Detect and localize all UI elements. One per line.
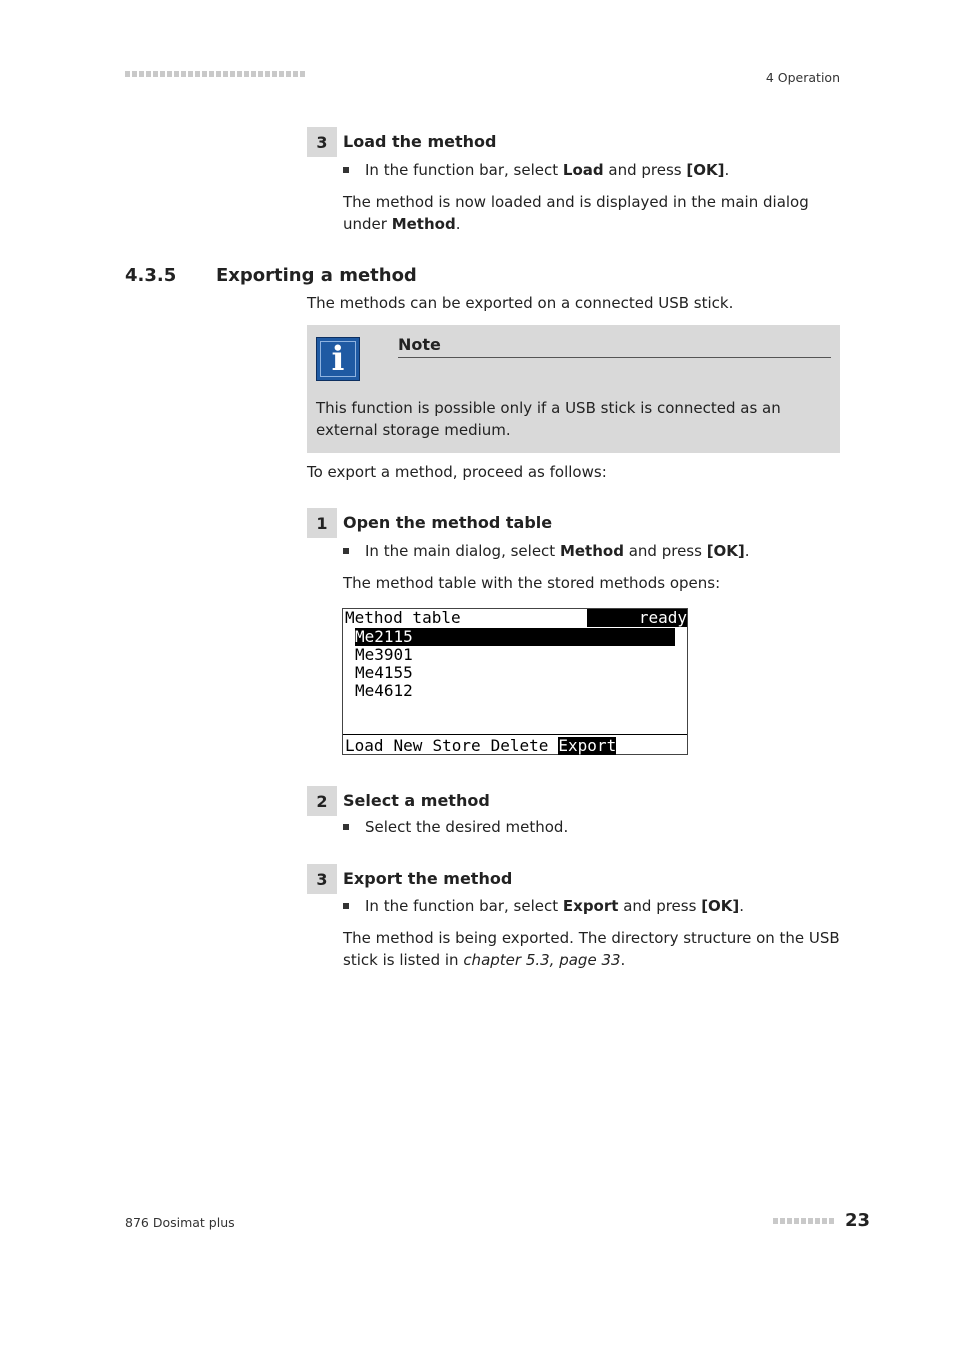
function-load[interactable]: Load [345, 736, 384, 755]
decor-square [160, 71, 165, 77]
method-list-item[interactable]: Me4612 [355, 681, 413, 700]
step-result: The method table with the stored methods opens: [343, 574, 721, 592]
decor-square [167, 71, 172, 77]
decor-square [773, 1218, 778, 1224]
step-result: The method is now loaded and is displayed in the main dialog under Method. [343, 193, 809, 233]
step-number: 2 [307, 786, 337, 816]
footer-decoration [773, 1218, 834, 1224]
method-list-item[interactable]: Me4155 [355, 663, 413, 682]
function-delete[interactable]: Delete [490, 736, 549, 755]
decor-square [293, 71, 298, 77]
bullet-icon [343, 824, 349, 830]
decor-square [202, 71, 207, 77]
proceed-text: To export a method, proceed as follows: [307, 463, 607, 481]
decor-square [216, 71, 221, 77]
section-number: 4.3.5 [125, 265, 177, 286]
lcd-title: Method table [345, 608, 461, 627]
step-title: Export the method [343, 869, 513, 888]
bullet-icon [343, 903, 349, 909]
decor-square [272, 71, 277, 77]
bullet-text: In the function bar, select Export and press [OK]. [365, 897, 745, 915]
decor-square [132, 71, 137, 77]
header-chapter: 4 Operation [765, 70, 840, 85]
note-box [307, 325, 840, 453]
step-bullet [343, 897, 744, 915]
decor-square [181, 71, 186, 77]
header-decoration [125, 71, 305, 77]
step-number: 1 [307, 508, 337, 538]
decor-square [801, 1218, 806, 1224]
info-icon: i [316, 337, 360, 381]
method-list-item[interactable]: Me3901 [355, 645, 413, 664]
step-number: 3 [307, 127, 337, 157]
step-title: Load the method [343, 132, 497, 151]
decor-square [153, 71, 158, 77]
step-title: Select a method [343, 791, 490, 810]
decor-square [829, 1218, 834, 1224]
decor-square [139, 71, 144, 77]
function-bar [345, 737, 616, 755]
decor-square [780, 1218, 785, 1224]
function-store[interactable]: Store [432, 736, 481, 755]
note-divider [398, 357, 831, 358]
page-number: 23 [845, 1210, 871, 1231]
bullet-text: Select the desired method. [365, 818, 569, 836]
decor-square [808, 1218, 813, 1224]
decor-square [300, 71, 305, 77]
bullet-text: In the function bar, select Load and press [OK]. [365, 161, 730, 179]
method-list-item[interactable]: Me2115 [355, 628, 675, 646]
lcd-status: ready [587, 609, 687, 627]
decor-square [244, 71, 249, 77]
decor-square [188, 71, 193, 77]
decor-square [265, 71, 270, 77]
step-title: Open the method table [343, 513, 553, 532]
decor-square [794, 1218, 799, 1224]
function-new[interactable]: New [393, 736, 423, 755]
note-text: This function is possible only if a USB stick is connected as an external storage medium. [316, 399, 781, 439]
decor-square [237, 71, 242, 77]
decor-square [174, 71, 179, 77]
decor-square [258, 71, 263, 77]
decor-square [125, 71, 130, 77]
decor-square [787, 1218, 792, 1224]
bullet-icon [343, 167, 349, 173]
decor-square [822, 1218, 827, 1224]
decor-square [195, 71, 200, 77]
section-title: Exporting a method [216, 265, 417, 286]
section-intro: The methods can be exported on a connected USB stick. [307, 294, 734, 312]
note-title: Note [398, 335, 441, 354]
decor-square [251, 71, 256, 77]
function-export[interactable]: Export [558, 736, 617, 755]
bullet-text: In the main dialog, select Method and press [OK]. [365, 542, 750, 560]
decor-square [815, 1218, 820, 1224]
step-bullet [343, 818, 568, 836]
decor-square [230, 71, 235, 77]
decor-square [286, 71, 291, 77]
method-table-display [342, 608, 688, 755]
chapter-reference[interactable]: chapter 5.3, page 33 [463, 951, 621, 969]
footer-product: 876 Dosimat plus [125, 1215, 235, 1230]
step-result: The method is being exported. The directory structure on the USB stick is listed in chapter 5.3, page 33. [343, 929, 840, 969]
step-bullet [343, 542, 750, 560]
decor-square [146, 71, 151, 77]
step-bullet [343, 161, 729, 179]
lcd-divider [343, 734, 687, 735]
decor-square [279, 71, 284, 77]
bullet-icon [343, 548, 349, 554]
decor-square [223, 71, 228, 77]
decor-square [209, 71, 214, 77]
step-number: 3 [307, 864, 337, 894]
